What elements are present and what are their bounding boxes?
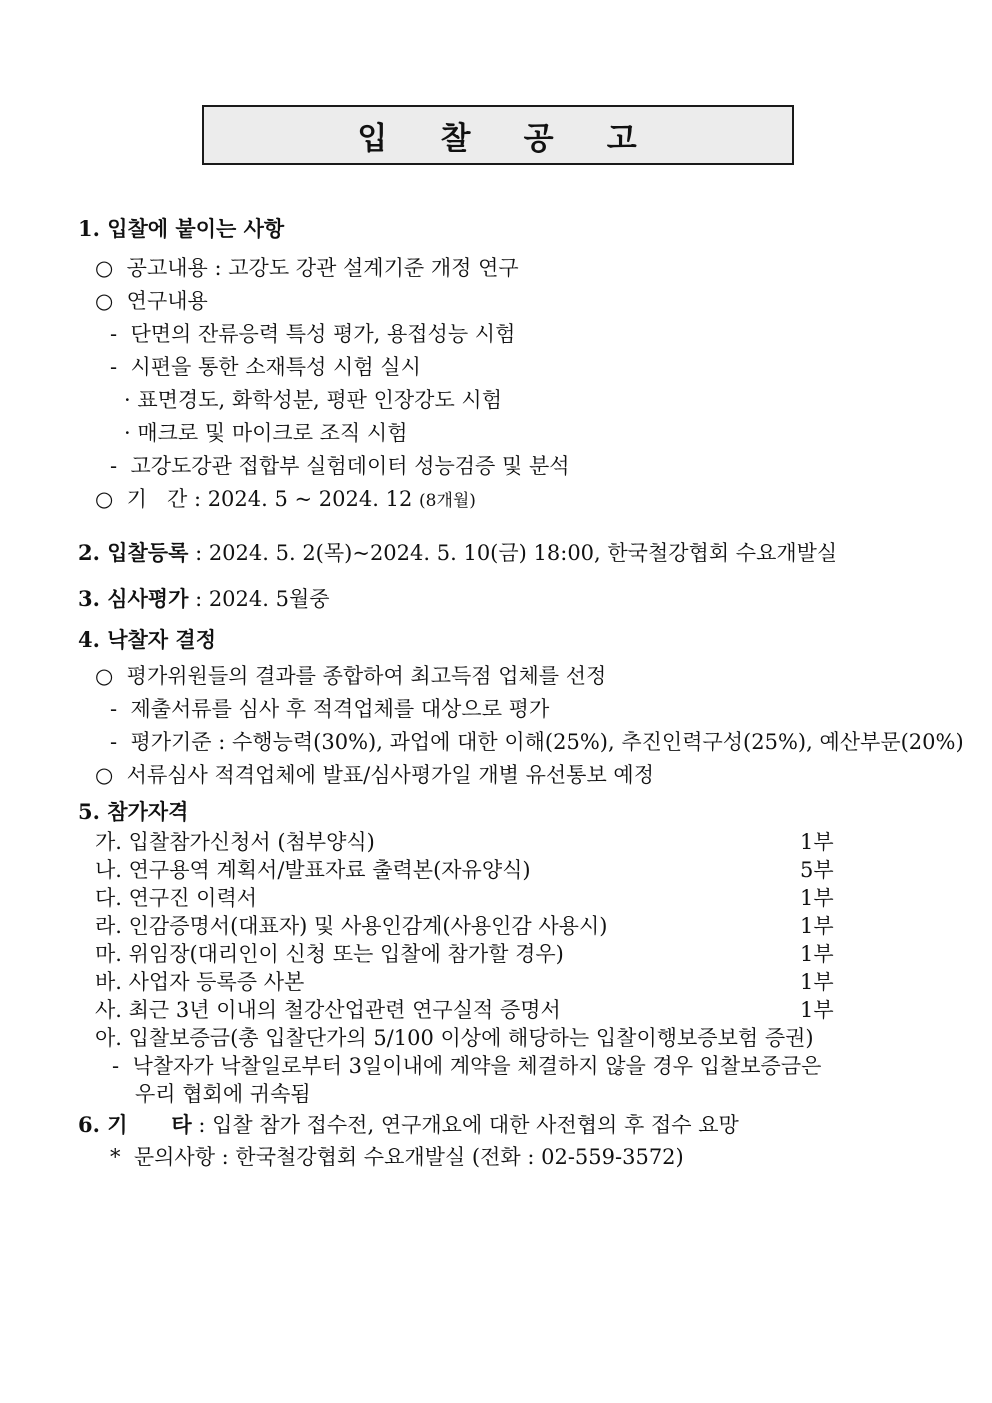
doc-label: 사. 최근 3년 이내의 철강산업관련 연구실적 증명서 [95, 998, 561, 1022]
research-detail-line: - 고강도강관 접합부 실험데이터 성능검증 및 분석 [110, 454, 570, 478]
doc-count: 1부 [800, 914, 834, 938]
doc-label: 다. 연구진 이력서 [95, 886, 258, 910]
section-2-label: 2. 입찰등록 [78, 540, 189, 565]
document-body [0, 212, 992, 1172]
notification-line: ○ 서류심사 적격업체에 발표/심사평가일 개별 유선통보 예정 [95, 763, 654, 787]
required-doc-row [95, 968, 962, 996]
section-5-heading: 5. 참가자격 [78, 799, 189, 824]
doc-label: 마. 위임장(대리인이 신청 또는 입찰에 참가할 경우) [95, 942, 564, 966]
section-6-label: 6. 기 타 [78, 1112, 192, 1137]
section-6-value: : 입찰 참가 접수전, 연구개요에 대한 사전협의 후 접수 요망 [191, 1113, 739, 1137]
doc-count: 1부 [800, 942, 834, 966]
doc-label: 나. 연구용역 계획서/발표자료 출력본(자유양식) [95, 858, 531, 882]
research-subdetail-line: · 표면경도, 화학성분, 평판 인장강도 시험 [124, 388, 502, 412]
section-3-value: : 2024. 5월중 [188, 587, 330, 611]
section-1-heading: 1. 입찰에 붙이는 사항 [78, 216, 285, 241]
research-content-line: ○ 연구내용 [95, 289, 208, 313]
bid-deposit-line: 아. 입찰보증금(총 입찰단가의 5/100 이상에 해당하는 입찰이행보증보험 증권) [95, 1026, 814, 1050]
bid-deposit-note-line: - 낙찰자가 낙찰일로부터 3일이내에 계약을 체결하지 않을 경우 입찰보증금은 [112, 1054, 822, 1078]
period-line [95, 483, 962, 518]
evaluation-criteria-line: - 평가기준 : 수행능력(30%), 과업에 대한 이해(25%), 추진인력구성(25%), 예산부문(20%) [110, 730, 964, 754]
required-doc-row [95, 996, 962, 1024]
bid-deposit-note-continuation: 우리 협회에 귀속됨 [135, 1082, 311, 1106]
required-doc-row [95, 940, 962, 968]
evaluation-line: ○ 평가위원들의 결과를 종합하여 최고득점 업체를 선정 [95, 664, 607, 688]
doc-count: 1부 [800, 998, 834, 1022]
contact-line: * 문의사항 : 한국철강협회 수요개발실 (전화 : 02-559-3572) [110, 1145, 684, 1169]
doc-count: 5부 [800, 858, 834, 882]
doc-label: 바. 사업자 등록증 사본 [95, 970, 305, 994]
section-4-heading: 4. 낙찰자 결정 [78, 627, 216, 652]
doc-count: 1부 [800, 886, 834, 910]
document-title: 입 찰 공 고 [357, 120, 639, 157]
required-doc-row [95, 884, 962, 912]
doc-label: 라. 인감증명서(대표자) 및 사용인감계(사용인감 사용시) [95, 914, 608, 938]
evaluation-detail-line: - 제출서류를 심사 후 적격업체를 대상으로 평가 [110, 697, 550, 721]
research-detail-line: - 단면의 잔류응력 특성 평가, 용접성능 시험 [110, 322, 516, 346]
doc-count: 1부 [800, 830, 834, 854]
research-subdetail-line: · 매크로 및 마이크로 조직 시험 [124, 421, 408, 445]
section-6-heading [78, 1108, 962, 1142]
section-3-label: 3. 심사평가 [78, 586, 189, 611]
required-doc-row [95, 912, 962, 940]
section-2-heading [78, 536, 962, 570]
research-detail-line: - 시편을 통한 소재특성 시험 실시 [110, 355, 421, 379]
doc-count: 1부 [800, 970, 834, 994]
announcement-content-line: ○ 공고내용 : 고강도 강관 설계기준 개정 연구 [95, 256, 519, 280]
section-2-value: : 2024. 5. 2(목)~2024. 5. 10(금) 18:00, 한국철강협회 수요개발실 [188, 541, 838, 565]
period-duration: (8개월) [419, 491, 476, 511]
required-doc-row [95, 856, 962, 884]
required-doc-row [95, 828, 962, 856]
doc-label: 가. 입찰참가신청서 (첨부양식) [95, 830, 375, 854]
period-text: ○ 기 간 : 2024. 5 ~ 2024. 12 [95, 487, 419, 511]
section-3-heading [78, 582, 962, 616]
title-box [202, 105, 794, 165]
